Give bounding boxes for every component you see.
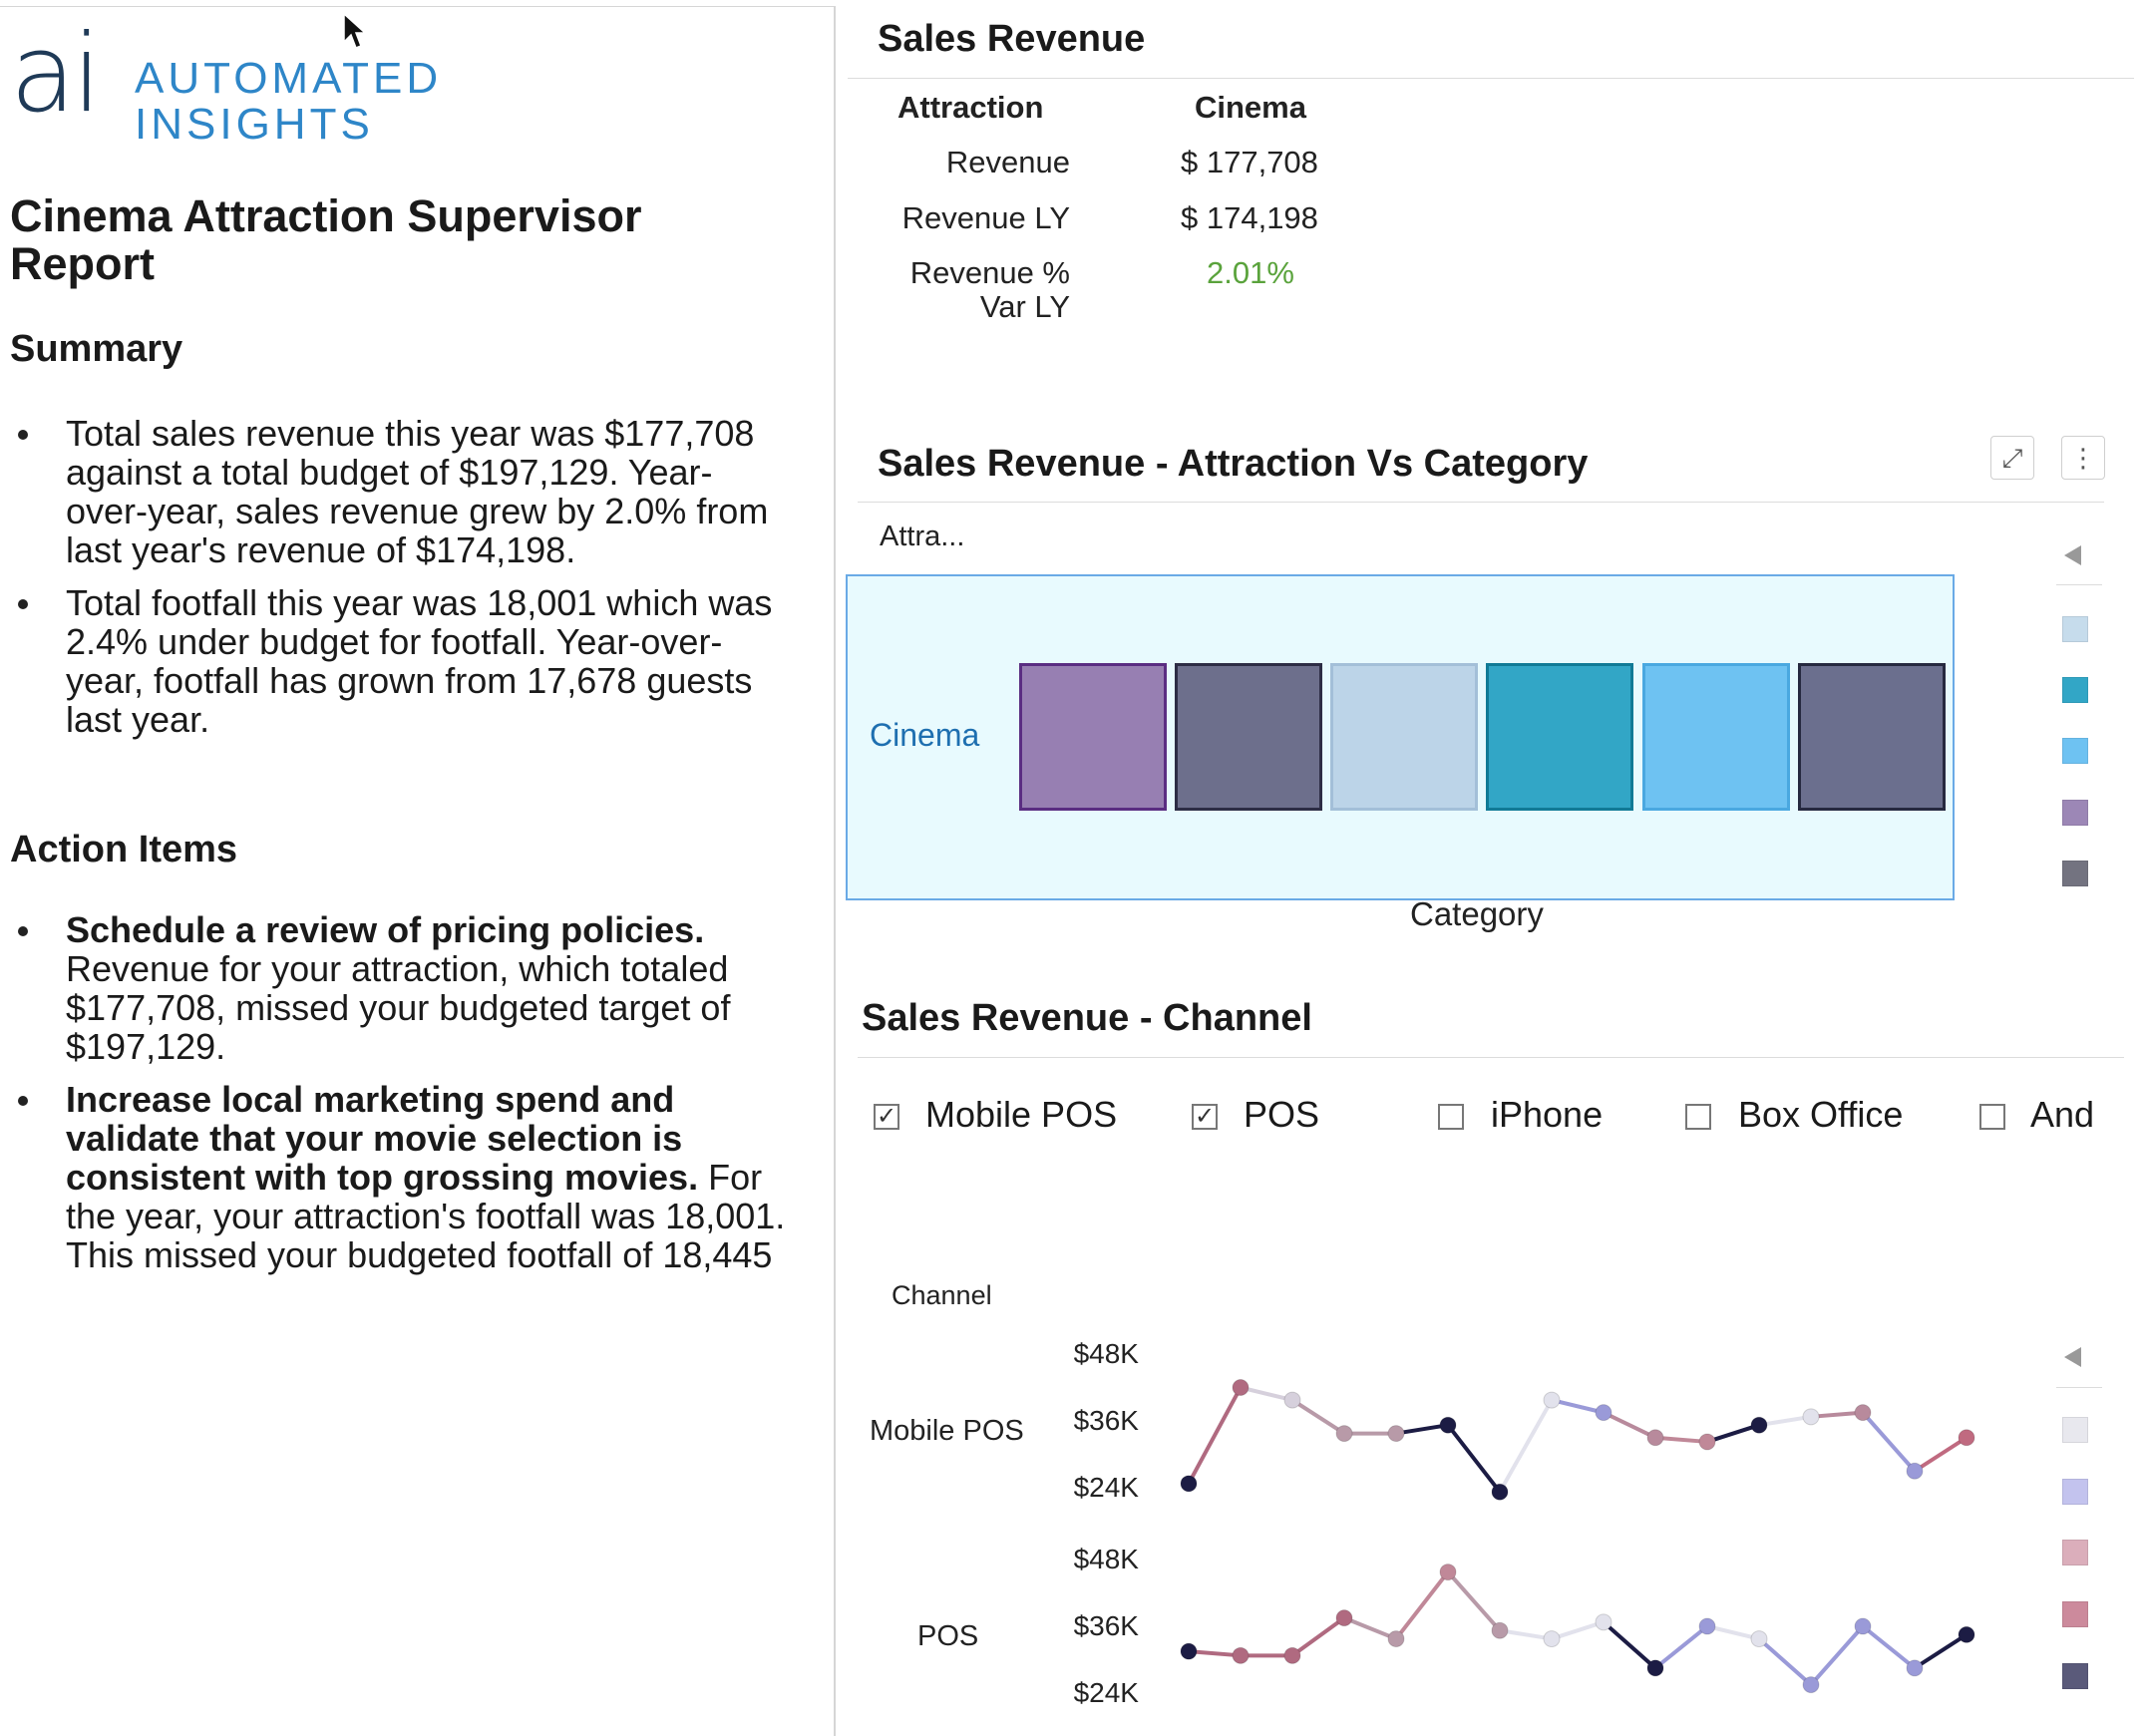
data-point[interactable] [1803, 1677, 1819, 1693]
data-point[interactable] [1959, 1430, 1974, 1446]
attraction-axis-header: Attra... [880, 521, 965, 552]
divider [2056, 584, 2102, 585]
logo-word-1: AUTOMATED [135, 54, 443, 103]
data-point[interactable] [1544, 1392, 1560, 1408]
divider [2056, 1387, 2102, 1388]
data-point[interactable] [1544, 1631, 1560, 1647]
data-point[interactable] [1336, 1426, 1352, 1442]
series-line-segment [1811, 1413, 1863, 1417]
series-line-segment [1655, 1626, 1707, 1668]
filter-checkbox-box-office[interactable] [1685, 1104, 1711, 1130]
data-point[interactable] [1699, 1434, 1715, 1450]
legend-collapse-icon[interactable] [2064, 1347, 2081, 1367]
filter-label-mobile-pos[interactable]: Mobile POS [925, 1094, 1118, 1135]
series-line-segment [1552, 1400, 1604, 1413]
series-line-segment [1500, 1630, 1552, 1638]
legend-swatch[interactable] [2062, 1479, 2088, 1505]
series-line-segment [1552, 1622, 1604, 1639]
heatmap-cell[interactable] [1798, 663, 1946, 811]
filter-label-box-office[interactable]: Box Office [1738, 1094, 1904, 1135]
heatmap-cell[interactable] [1486, 663, 1633, 811]
heatmap-cell[interactable] [1175, 663, 1322, 811]
data-point[interactable] [1596, 1405, 1611, 1421]
list-item: Total footfall this year was 18,001 which was 2.4% under budget for footfall. Year-over-year, footfall has grown from 17,678 guests last year. [10, 583, 788, 739]
heatmap-cell[interactable] [1019, 663, 1167, 811]
legend-swatch[interactable] [2062, 1663, 2088, 1689]
series-line-segment [1915, 1438, 1967, 1472]
series-line-segment [1448, 1572, 1500, 1631]
data-point[interactable] [1492, 1622, 1508, 1638]
sales-revenue-title: Sales Revenue [878, 18, 1146, 60]
data-point[interactable] [1751, 1631, 1767, 1647]
series-line-segment [1241, 1388, 1292, 1401]
series-line-segment [1759, 1417, 1811, 1425]
summary-list [10, 414, 788, 753]
heatmap-row-label-cinema: Cinema [870, 717, 980, 753]
row-label-mobile-pos: Mobile POS [870, 1415, 1024, 1447]
series-line-segment [1811, 1626, 1863, 1685]
legend-swatch[interactable] [2062, 800, 2088, 826]
filter-label-pos[interactable]: POS [1244, 1094, 1320, 1135]
series-line-segment [1707, 1425, 1759, 1442]
row-label-revenue-var-2: Var LY [979, 289, 1070, 324]
series-line-segment [1448, 1425, 1500, 1492]
report-panel [0, 6, 836, 1736]
filter-checkbox-iphone[interactable] [1438, 1104, 1464, 1130]
more-vertical-icon[interactable]: ⋮ [2061, 436, 2105, 480]
data-point[interactable] [1181, 1643, 1197, 1659]
y-tick-label: $36K [1073, 1610, 1139, 1641]
y-tick-label: $24K [1073, 1677, 1139, 1708]
mouse-pointer-icon [342, 12, 368, 52]
series-line-segment [1759, 1639, 1811, 1685]
data-point[interactable] [1803, 1409, 1819, 1425]
data-point[interactable] [1907, 1660, 1923, 1676]
series-line-segment [1189, 1651, 1241, 1655]
divider [858, 1057, 2124, 1058]
series-line-segment [1915, 1634, 1967, 1668]
data-point[interactable] [1440, 1564, 1456, 1580]
series-line-segment [1604, 1622, 1655, 1668]
y-tick-label: $24K [1073, 1472, 1139, 1503]
data-point[interactable] [1751, 1417, 1767, 1433]
summary-heading: Summary [10, 328, 183, 370]
data-point[interactable] [1907, 1463, 1923, 1479]
data-point[interactable] [1596, 1614, 1611, 1630]
attraction-vs-category-title: Sales Revenue - Attraction Vs Category [878, 443, 1589, 485]
logo-mark: ai [10, 12, 99, 137]
data-point[interactable] [1284, 1392, 1300, 1408]
divider [858, 502, 2104, 503]
expand-icon[interactable]: ⤢ [1990, 436, 2034, 480]
data-point[interactable] [1647, 1660, 1663, 1676]
data-point[interactable] [1233, 1380, 1249, 1396]
data-point[interactable] [1647, 1430, 1663, 1446]
column-header-attraction: Attraction [897, 90, 1044, 125]
value-revenue: $ 177,708 [1181, 145, 1318, 179]
data-point[interactable] [1388, 1426, 1404, 1442]
filter-label-and[interactable]: And [2030, 1094, 2095, 1135]
data-point[interactable] [1336, 1610, 1352, 1626]
data-point[interactable] [1492, 1484, 1508, 1500]
legend-swatch[interactable] [2062, 1417, 2088, 1443]
filter-checkbox-mobile-pos[interactable]: ✓ [874, 1104, 899, 1130]
action-title: Increase local marketing spend and validate that your movie selection is consistent with top grossing movies. [66, 1079, 699, 1198]
y-tick-label: $48K [1073, 1544, 1139, 1574]
action-text: Revenue for your attraction, which totaled $177,708, missed your budgeted target of $197,129. [66, 948, 731, 1067]
filter-label-iphone[interactable]: iPhone [1491, 1094, 1604, 1135]
value-revenue-var: 2.01% [1207, 255, 1294, 290]
legend-swatch[interactable] [2062, 616, 2088, 642]
series-line-segment [1396, 1572, 1448, 1639]
series-line-segment [1292, 1618, 1344, 1656]
legend-swatch[interactable] [2062, 677, 2088, 703]
legend-swatch[interactable] [2062, 861, 2088, 886]
column-header-cinema: Cinema [1195, 90, 1306, 125]
list-item [10, 1080, 788, 1274]
action-items-heading: Action Items [10, 829, 238, 870]
series-line-segment [1863, 1626, 1915, 1668]
value-revenue-ly: $ 174,198 [1181, 200, 1318, 235]
action-text: For the year, your attraction's footfall was 18,001. This missed your budgeted footfall of 18,445 [66, 1157, 786, 1275]
legend-swatch[interactable] [2062, 738, 2088, 764]
data-point[interactable] [1388, 1631, 1404, 1647]
legend-swatch[interactable] [2062, 1601, 2088, 1627]
action-title: Schedule a review of pricing policies. [66, 909, 705, 950]
row-label-revenue-var: Revenue % [909, 255, 1070, 290]
data-point[interactable] [1440, 1417, 1456, 1433]
page-title: Cinema Attraction Supervisor Report [10, 190, 642, 289]
divider [848, 78, 2134, 79]
heatmap-cell[interactable] [1330, 663, 1478, 811]
series-line-segment [1604, 1413, 1655, 1438]
channel-title: Sales Revenue - Channel [862, 997, 1312, 1039]
data-point[interactable] [1699, 1618, 1715, 1634]
series-line-segment [1396, 1425, 1448, 1433]
data-point[interactable] [1855, 1618, 1871, 1634]
row-label-revenue-ly: Revenue LY [901, 200, 1070, 235]
series-line-segment [1655, 1438, 1707, 1442]
row-label-pos: POS [917, 1620, 979, 1652]
data-point[interactable] [1181, 1476, 1197, 1492]
action-items-list [10, 910, 788, 1288]
data-point[interactable] [1284, 1647, 1300, 1663]
row-label-revenue: Revenue [945, 145, 1070, 179]
data-point[interactable] [1959, 1626, 1974, 1642]
logo-word-2: INSIGHTS [135, 100, 374, 149]
list-item [10, 910, 788, 1066]
data-point[interactable] [1855, 1405, 1871, 1421]
filter-checkbox-and[interactable] [1979, 1104, 2005, 1130]
series-line-segment [1707, 1626, 1759, 1639]
series-line-segment [1292, 1400, 1344, 1434]
y-tick-label: $48K [1073, 1338, 1139, 1369]
series-line-segment [1500, 1400, 1552, 1492]
filter-checkbox-pos[interactable]: ✓ [1192, 1104, 1218, 1130]
channel-row-header: Channel [892, 1280, 992, 1310]
list-item: Total sales revenue this year was $177,708 against a total budget of $197,129. Year-over-year, sales revenue grew by 2.0% from last year's revenue of $174,198. [10, 414, 788, 569]
series-line-segment [1344, 1618, 1396, 1639]
series-line-segment [1189, 1388, 1241, 1484]
legend-collapse-icon[interactable] [2064, 545, 2081, 565]
category-axis-label: Category [1410, 895, 1544, 932]
series-line-segment [1863, 1413, 1915, 1472]
legend-swatch[interactable] [2062, 1540, 2088, 1565]
data-point[interactable] [1233, 1647, 1249, 1663]
heatmap-cell[interactable] [1642, 663, 1790, 811]
y-tick-label: $36K [1073, 1405, 1139, 1436]
